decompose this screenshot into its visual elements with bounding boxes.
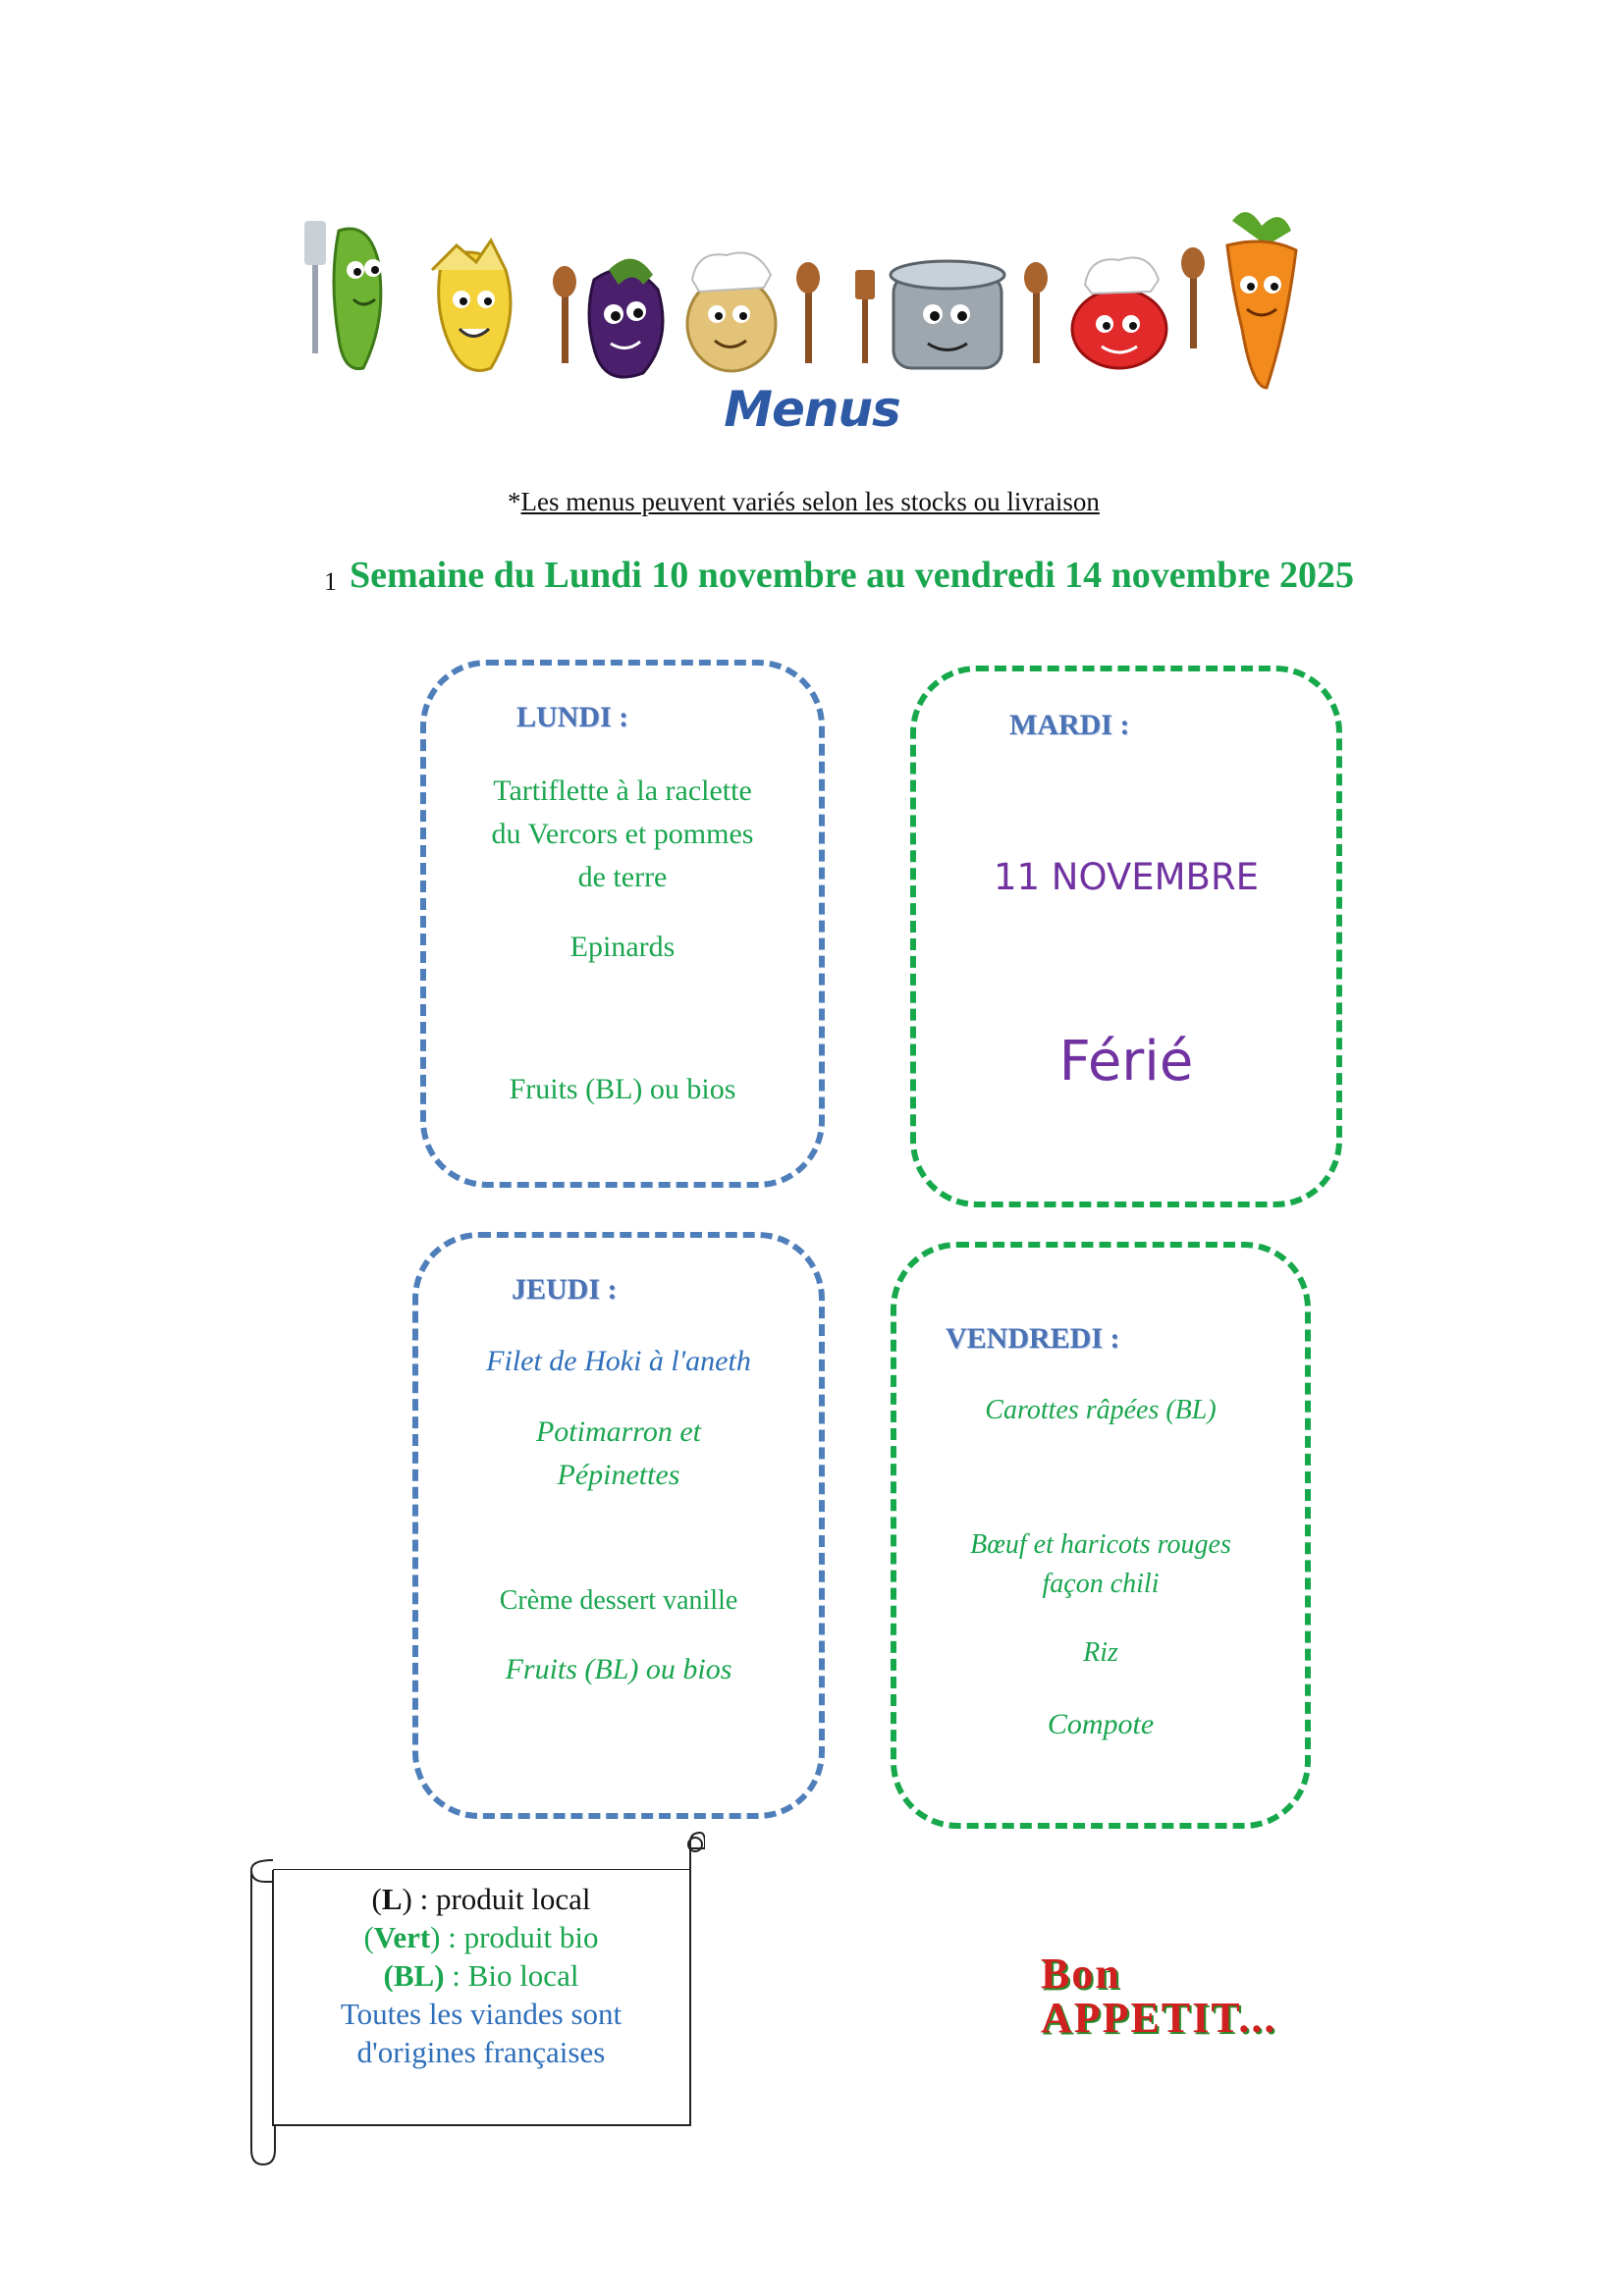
banana-icon <box>432 240 511 371</box>
dish-line: Crème dessert vanille <box>499 1585 738 1616</box>
holiday-status: Férié <box>1058 1030 1194 1094</box>
page-title: Menus <box>724 381 900 438</box>
dish-line: Tartiflette à la raclette <box>493 774 752 807</box>
potato-chef-icon <box>687 253 776 372</box>
dish-line: Carottes râpées (BL) <box>985 1395 1217 1425</box>
dish-line: du Vercors et pommes <box>491 818 754 850</box>
week-title: Semaine du Lundi 10 novembre au vendredi 14 novembre 2025 <box>350 555 1354 596</box>
day-card-jeudi <box>412 1232 825 1819</box>
dish-line: Bœuf et haricots rouges <box>970 1529 1231 1560</box>
note-asterisk: * <box>508 487 521 516</box>
dish-line: Epinards <box>569 931 676 963</box>
day-label-mardi: MARDI : <box>1009 709 1130 741</box>
legend-text-local: ) : produit local <box>402 1882 591 1916</box>
legend-meat-origin: Toutes les viandes sont <box>340 1997 623 2031</box>
wooden-spoon-icon <box>553 266 576 363</box>
dish-line: Potimarron et <box>535 1415 702 1448</box>
pea-pod-icon <box>334 229 382 369</box>
day-label-lundi: LUNDI : <box>516 701 629 733</box>
menu-disclaimer <box>508 487 1264 517</box>
dish-line: de terre <box>577 861 668 893</box>
legend-bio: (Vert) : produit bio <box>363 1920 599 1954</box>
day-label-vendredi: VENDREDI : <box>946 1322 1120 1355</box>
note-text: Les menus peuvent variés selon les stocks ou livraison <box>520 487 1100 516</box>
dish-line: Filet de Hoki à l'aneth <box>486 1345 751 1377</box>
legend-code-bio-local: (BL) <box>383 1958 445 1993</box>
dish-line: Pépinettes <box>557 1459 680 1491</box>
eggplant-icon <box>589 259 663 377</box>
dish-line: Compote <box>1047 1708 1155 1740</box>
legend-meat-origin: d'origines françaises <box>356 2035 606 2069</box>
wooden-spoon-icon <box>796 262 820 363</box>
cooking-pot-icon <box>891 261 1004 368</box>
fork-icon <box>304 221 326 353</box>
legend-code-local: L <box>381 1882 403 1916</box>
wooden-spoon-icon <box>1181 247 1205 348</box>
tomato-chef-icon <box>1072 258 1166 369</box>
day-card-mardi <box>910 666 1342 1207</box>
legend-text-bio: ) : produit bio <box>430 1920 599 1954</box>
vegetables-banner-illustration <box>295 201 1345 398</box>
dish-line: Riz <box>1083 1637 1118 1668</box>
dish-line: Fruits (BL) ou bios <box>509 1073 736 1105</box>
bon-appetit-word-appetit: APPETIT... <box>1041 1994 1277 2042</box>
day-label-jeudi: JEUDI : <box>512 1273 618 1306</box>
week-number: 1 <box>324 567 337 596</box>
legend-bio-local <box>280 1956 682 1995</box>
wooden-spoon-icon <box>1024 262 1048 363</box>
fork-icon <box>855 270 875 363</box>
dish-line: façon chili <box>1042 1569 1160 1599</box>
day-card-vendredi <box>891 1242 1311 1829</box>
legend-local: (L) : produit local <box>371 1882 591 1916</box>
holiday-date: 11 NOVEMBRE <box>993 856 1260 898</box>
legend-text-bio-local: : Bio local <box>444 1958 579 1993</box>
legend-code-bio: Vert <box>373 1920 431 1954</box>
dish-line: Fruits (BL) ou bios <box>505 1653 732 1685</box>
bon-appetit-word-bon: Bon <box>1041 1949 1121 1998</box>
day-card-lundi <box>420 660 825 1188</box>
carrot-icon <box>1227 212 1296 388</box>
